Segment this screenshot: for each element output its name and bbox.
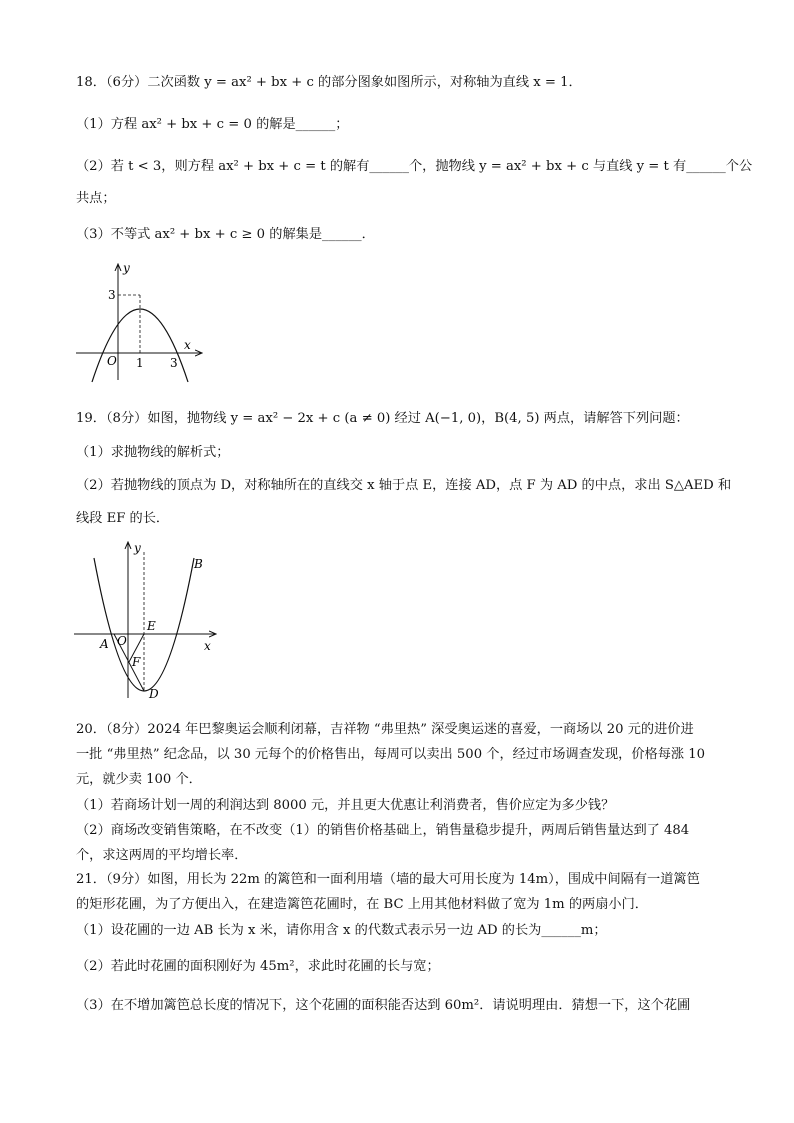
q18-origin-label: O [107, 354, 117, 368]
q18-ytick-3: 3 [108, 288, 116, 302]
q19-parabola-figure [70, 538, 220, 703]
q19-part2-line2: 线段 EF 的长． [76, 511, 170, 526]
q19-label-O: O [117, 634, 127, 648]
q18-stem: 18．（6分）二次函数 y = ax² + bx + c 的部分图象如图所示，对称轴为直线 x = 1． [76, 75, 582, 90]
q21-line1: 21．（9分）如图，用长为 22m 的篱笆和一面利用墙（墙的最大可用长度为 14m），围成中间隔有一道篱笆 [76, 872, 700, 887]
q19-label-F: F [132, 655, 141, 669]
q20-part1: （1）若商场计划一周的利润达到 8000 元，并且更大优惠让利消费者，售价应定为多少钱？ [76, 798, 615, 813]
q19-part1: （1）求抛物线的解析式； [76, 445, 230, 460]
q18-part2-line1: （2）若 t < 3，则方程 ax² + bx + c = t 的解有______个，抛物线 y = ax² + bx + c 与直线 y = t 有______个公 [76, 159, 753, 174]
q21-part3: （3）在不增加篱笆总长度的情况下，这个花圃的面积能否达到 60m²．请说明理由．猜想一下，这个花圃 [76, 998, 691, 1013]
q19-part2-line1: （2）若抛物线的顶点为 D，对称轴所在的直线交 x 轴于点 E，连接 AD，点 F 为 AD 的中点，求出 S△AED 和 [76, 478, 732, 493]
q18-y-label: y [123, 261, 130, 275]
q18-part2-line2: 共点； [76, 191, 116, 206]
q20-part2-line2: 个，求这两周的平均增长率． [76, 848, 248, 863]
q19-label-E: E [147, 619, 156, 633]
q21-part2: （2）若此时花圃的面积刚好为 45m²，求此时花圃的长与宽； [76, 959, 440, 974]
q18-part1: （1）方程 ax² + bx + c = 0 的解是______； [76, 117, 349, 132]
q20-line1: 20．（8分）2024 年巴黎奥运会顺利闭幕，吉祥物 “弗里热” 深受奥运迷的喜爱，一商场以 20 元的进价进 [76, 722, 694, 737]
q20-line3: 元，就少卖 100 个． [76, 772, 202, 787]
q19-x-label: x [204, 639, 211, 653]
q18-x-label: x [184, 338, 191, 352]
q19-y-label: y [134, 541, 141, 555]
q19-label-B: B [194, 557, 203, 571]
q20-part2-line1: （2）商场改变销售策略，在不改变（1）的销售价格基础上，销售量稳步提升，两周后销售量达到了 484 [76, 823, 690, 838]
q18-xtick-1: 1 [136, 356, 144, 370]
q21-part1: （1）设花圃的一边 AB 长为 x 米，请你用含 x 的代数式表示另一边 AD 的长为______m； [76, 923, 607, 938]
q18-parabola-figure [70, 258, 210, 383]
q21-line2: 的矩形花圃，为了方便出入，在建造篱笆花圃时，在 BC 上用其他材料做了宽为 1m 的两扇小门． [76, 897, 648, 912]
q19-label-D: D [149, 687, 159, 701]
q18-xtick-3: 3 [170, 356, 178, 370]
q20-line2: 一批 “弗里热” 纪念品，以 30 元每个的价格售出，每周可以卖出 500 个，经过市场调查发现，价格每涨 10 [76, 747, 706, 762]
q19-label-A: A [100, 637, 109, 651]
q18-part3: （3）不等式 ax² + bx + c ≥ 0 的解集是______． [76, 227, 375, 242]
q19-stem: 19．（8分）如图，抛物线 y = ax² − 2x + c (a ≠ 0) 经过 A(−1, 0)，B(4, 5) 两点，请解答下列问题： [76, 411, 689, 426]
